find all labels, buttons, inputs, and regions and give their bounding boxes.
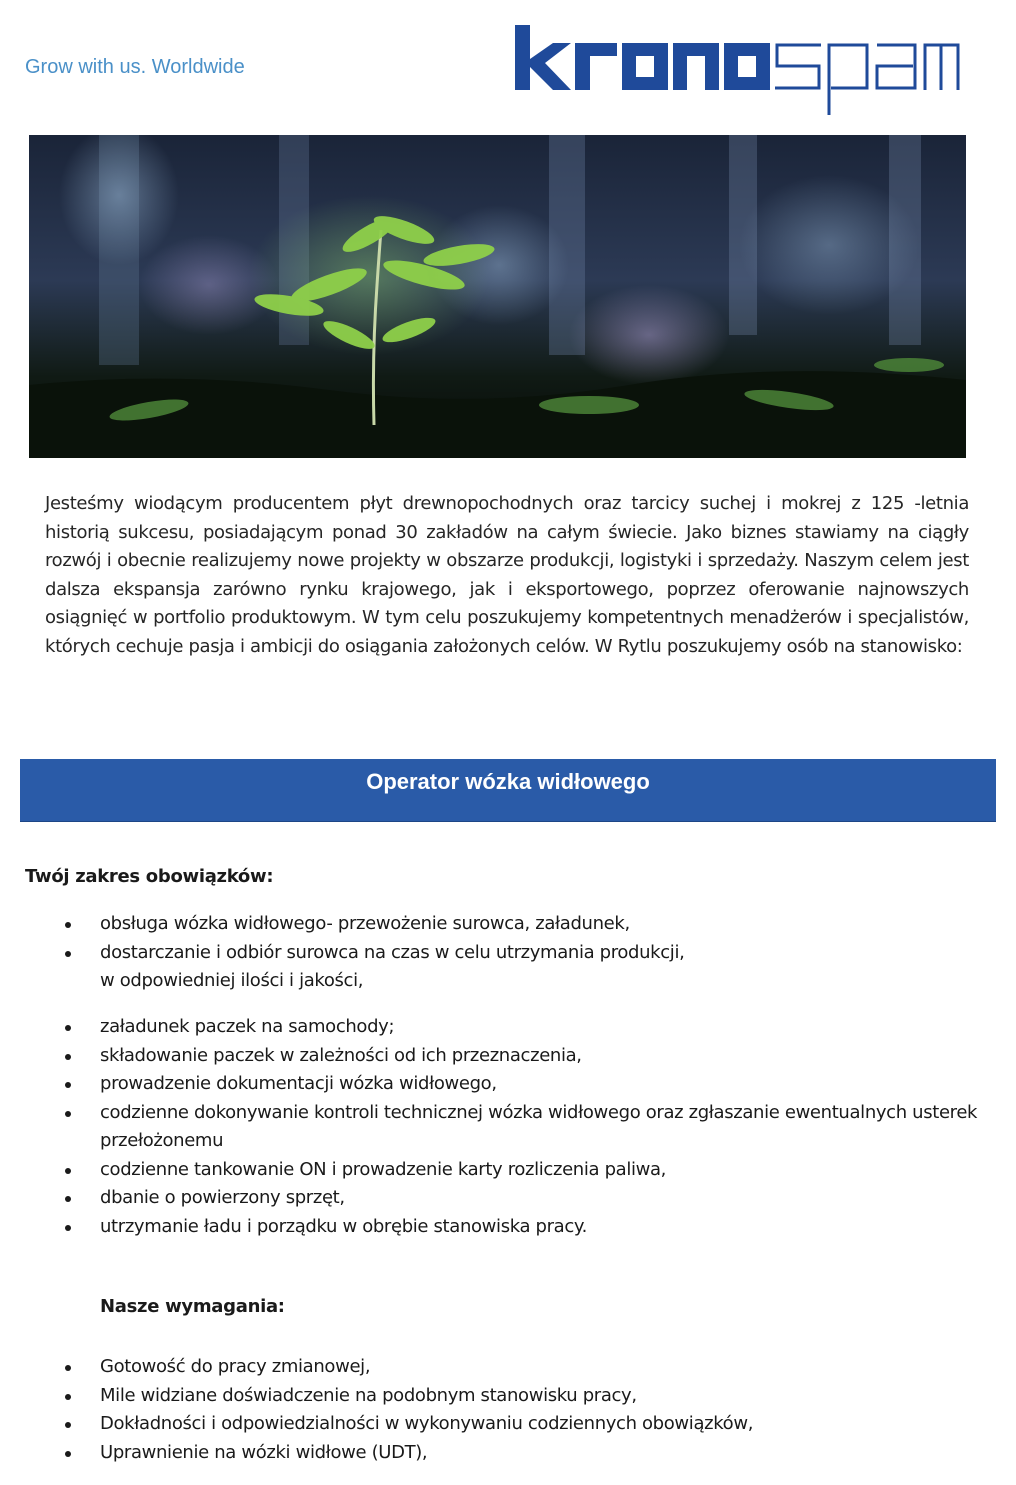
list-item: codzienne tankowanie ON i prowadzenie karty rozliczenia paliwa,	[60, 1156, 980, 1185]
list-item: utrzymanie ładu i porządku w obrębie stanowiska pracy.	[60, 1213, 980, 1242]
list-item: dostarczanie i odbiór surowca na czas w celu utrzymania produkcji,	[60, 939, 980, 968]
list-item: Uprawnienie na wózki widłowe (UDT),	[60, 1439, 980, 1468]
kronospan-logo	[515, 25, 960, 117]
duties-heading: Twój zakres obowiązków:	[25, 866, 274, 887]
hero-image	[29, 135, 966, 458]
list-item: prowadzenie dokumentacji wózka widłowego,	[60, 1070, 980, 1099]
list-item: codzienne dokonywanie kontroli technicznej wózka widłowego oraz zgłaszanie ewentualnych usterek przełożonemu	[60, 1099, 980, 1156]
intro-paragraph: Jesteśmy wiodącym producentem płyt drewnopochodnych oraz tarcicy suchej i mokrej z 125 -letnia historią sukcesu, posiadającym ponad 30 zakładów na całym świecie. Jako biznes stawiamy na ciągły rozwój i obecnie realizujemy nowe projekty w obszarze produkcji, logistyki i sprzedaży. Naszym celem jest dalsza ekspansja zarówno rynku krajowego, jak i eksportowego, poprzez oferowanie najnowszych osiągnięć w portfolio produktowym. W tym celu poszukujemy kompetentnych menadżerów i specjalistów, których cechuje pasja i ambicji do osiągania założonych celów. W Rytlu poszukujemy osób na stanowisko:	[45, 493, 969, 657]
duties-list-b	[60, 1013, 980, 1241]
requirements-list	[60, 1353, 980, 1467]
list-item: załadunek paczek na samochody;	[60, 1013, 980, 1042]
requirements-heading: Nasze wymagania:	[100, 1296, 285, 1317]
list-item: Gotowość do pracy zmianowej,	[60, 1353, 980, 1382]
list-item: dbanie o powierzony sprzęt,	[60, 1184, 980, 1213]
duties-list-a	[60, 910, 980, 967]
list-item: Dokładności i odpowiedzialności w wykonywaniu codziennych obowiązków,	[60, 1410, 980, 1439]
list-item-continuation: w odpowiedniej ilości i jakości,	[100, 970, 364, 991]
list-item: składowanie paczek w zależności od ich przeznaczenia,	[60, 1042, 980, 1071]
seedling-forest-photo-icon	[29, 135, 966, 458]
tagline: Grow with us. Worldwide	[25, 56, 245, 78]
list-item: Mile widziane doświadczenie na podobnym stanowisku pracy,	[60, 1382, 980, 1411]
job-title-banner	[20, 759, 996, 822]
list-item: obsługa wózka widłowego- przewożenie surowca, załadunek,	[60, 910, 980, 939]
job-title: Operator wózka widłowego	[366, 769, 650, 794]
